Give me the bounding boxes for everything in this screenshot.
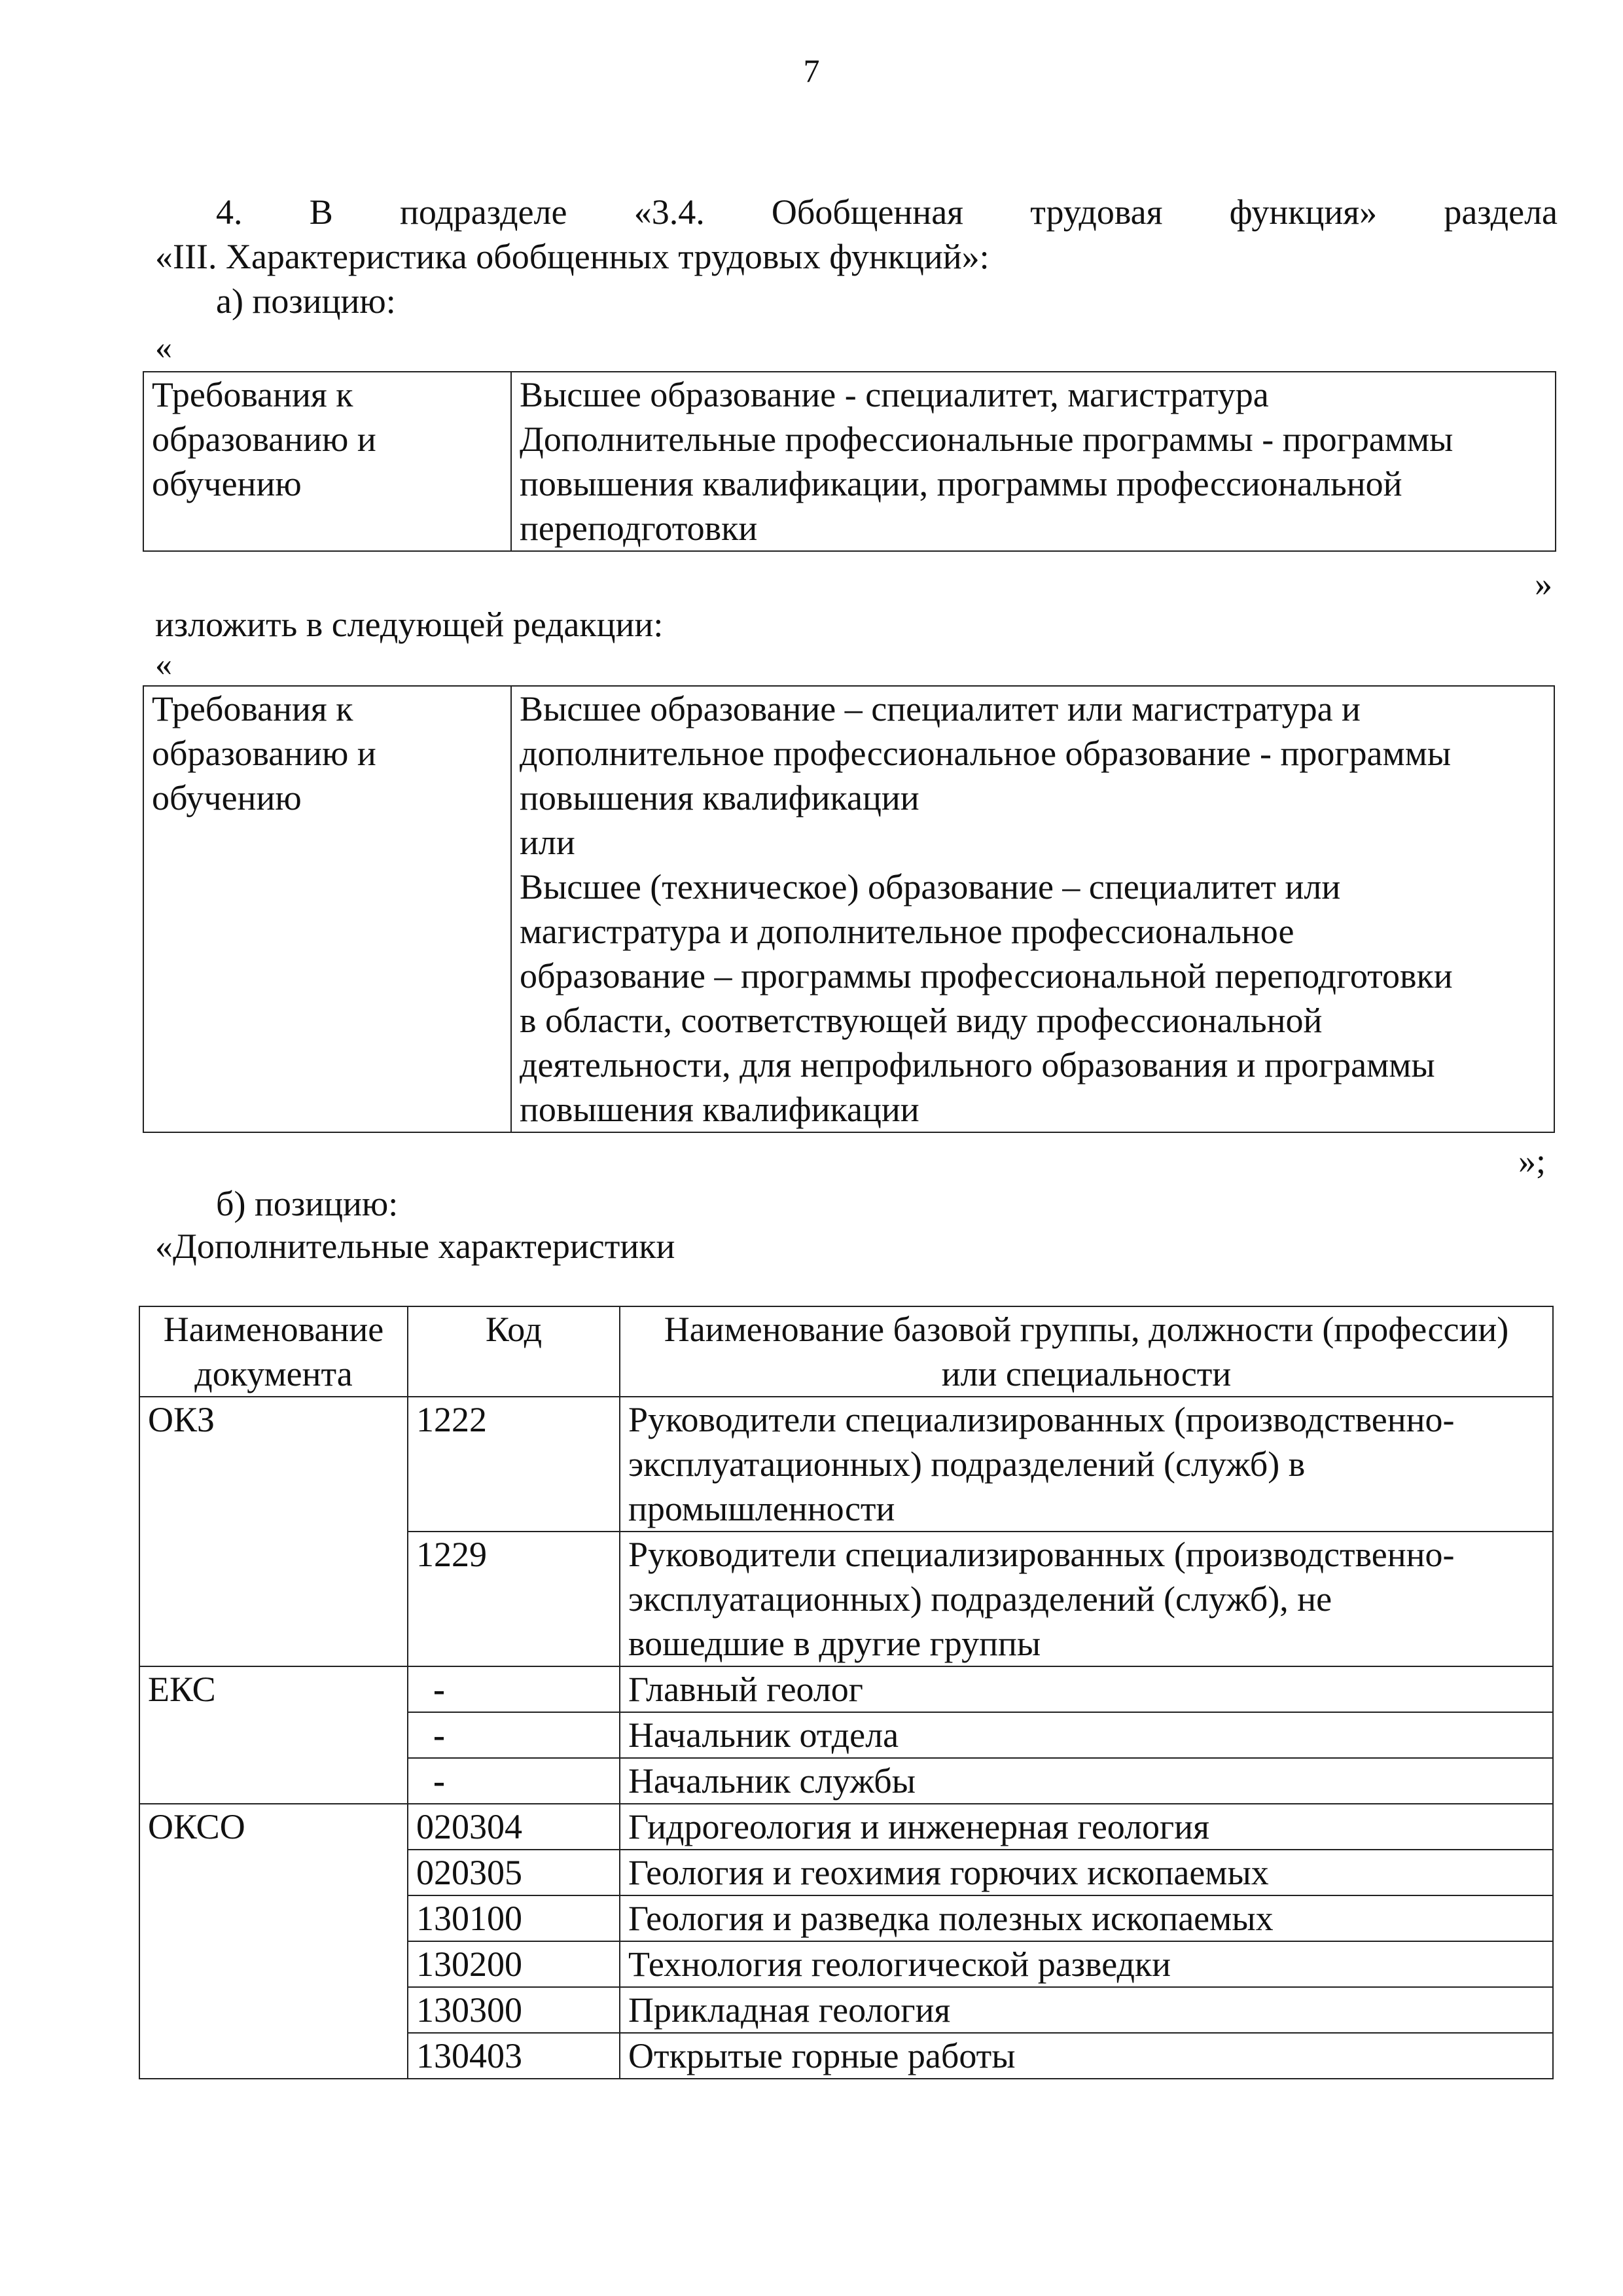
quote-open-1: «	[155, 329, 172, 367]
text-line: Дополнительные профессиональные программы - программы	[520, 420, 1454, 459]
text-line: Требования к	[152, 689, 353, 728]
intro-line-1: 4. В подразделе «3.4. Обобщенная трудовая функция» раздела	[216, 192, 1558, 232]
text-line: Высшее образование – специалитет или магистратура и	[520, 689, 1361, 728]
old-position-label	[143, 372, 511, 551]
additional-characteristics-table	[139, 1306, 1554, 2079]
old-position-value	[511, 372, 1556, 551]
item-a-label: а) позицию:	[216, 281, 396, 321]
text-line: обучению	[152, 464, 302, 503]
name-cell	[620, 1532, 1553, 1666]
text-line: вошедшие в другие группы	[628, 1624, 1041, 1663]
quote-open-2: «	[155, 646, 172, 683]
text-line: документа	[194, 1354, 353, 1393]
text-line: Высшее образование - специалитет, магистратура	[520, 375, 1269, 414]
table-row	[139, 1804, 1553, 1850]
table-header-row	[139, 1306, 1553, 1397]
replace-lead: изложить в следующей редакции:	[155, 605, 664, 644]
code-cell: -	[408, 1666, 620, 1712]
code-cell: 1229	[408, 1532, 620, 1666]
code-cell: 1222	[408, 1397, 620, 1532]
new-position-value	[511, 686, 1554, 1132]
text-line: дополнительное профессиональное образование - программы	[520, 734, 1452, 773]
name-cell: Открытые горные работы	[620, 2033, 1553, 2079]
doc-eks: ЕКС	[139, 1666, 408, 1804]
text-line: образованию и	[152, 734, 376, 773]
text-line: образование – программы профессиональной переподготовки	[520, 956, 1453, 996]
name-cell: Технология геологической разведки	[620, 1941, 1553, 1987]
text-line: деятельности, для непрофильного образования и программы	[520, 1045, 1435, 1085]
text-line: переподготовки	[520, 509, 758, 548]
intro-line-2: «III. Характеристика обобщенных трудовых функций»:	[155, 237, 990, 276]
text-line: Руководители специализированных (производственно-	[628, 1535, 1455, 1574]
text-line: или	[520, 823, 575, 862]
text-line: Требования к	[152, 375, 353, 414]
additional-lead: «Дополнительные характеристики	[155, 1227, 675, 1266]
page-number: 7	[803, 52, 820, 89]
doc-okz: ОКЗ	[139, 1397, 408, 1666]
code-cell: -	[408, 1758, 620, 1804]
quote-close-1: »	[1535, 564, 1552, 603]
header-name	[620, 1306, 1553, 1397]
code-cell: 020305	[408, 1850, 620, 1895]
code-cell: 130403	[408, 2033, 620, 2079]
table-row	[143, 372, 1556, 551]
text-line: Руководители специализированных (производственно-	[628, 1400, 1455, 1439]
text-line: магистратура и дополнительное профессиональное	[520, 912, 1294, 951]
name-cell: Геология и геохимия горючих ископаемых	[620, 1850, 1553, 1895]
new-position-label	[143, 686, 511, 1132]
item-b-label: б) позицию:	[216, 1184, 399, 1223]
name-cell: Геология и разведка полезных ископаемых	[620, 1895, 1553, 1941]
text-line: эксплуатационных) подразделений (служб), не	[628, 1579, 1332, 1619]
code-cell: -	[408, 1712, 620, 1758]
name-cell: Начальник отдела	[620, 1712, 1553, 1758]
text-line: Высшее (техническое) образование – специалитет или	[520, 867, 1341, 906]
table-row	[143, 686, 1554, 1132]
name-cell: Гидрогеология и инженерная геология	[620, 1804, 1553, 1850]
table-row	[139, 1666, 1553, 1712]
name-cell: Прикладная геология	[620, 1987, 1553, 2033]
text-line: образованию и	[152, 420, 376, 459]
text-line: Наименование базовой группы, должности (профессии)	[664, 1310, 1509, 1349]
header-document	[139, 1306, 408, 1397]
new-position-table	[143, 685, 1555, 1133]
code-cell: 130300	[408, 1987, 620, 2033]
name-cell: Главный геолог	[620, 1666, 1553, 1712]
text-line: повышения квалификации	[520, 1090, 919, 1129]
header-code: Код	[408, 1306, 620, 1397]
old-position-table	[143, 371, 1556, 552]
text-line: промышленности	[628, 1489, 895, 1528]
text-line: повышения квалификации, программы профессиональной	[520, 464, 1402, 503]
text-line: или специальности	[941, 1354, 1232, 1393]
code-cell: 130200	[408, 1941, 620, 1987]
code-cell: 020304	[408, 1804, 620, 1850]
table-row	[139, 1397, 1553, 1532]
text-line: обучению	[152, 778, 302, 817]
code-cell: 130100	[408, 1895, 620, 1941]
text-line: повышения квалификации	[520, 778, 919, 817]
doc-okso: ОКСО	[139, 1804, 408, 2079]
text-line: в области, соответствующей виду профессиональной	[520, 1001, 1323, 1040]
text-line: эксплуатационных) подразделений (служб) в	[628, 1444, 1306, 1484]
quote-close-2: »;	[1518, 1141, 1546, 1181]
name-cell: Начальник службы	[620, 1758, 1553, 1804]
text-line: Наименование	[163, 1310, 384, 1349]
name-cell	[620, 1397, 1553, 1532]
